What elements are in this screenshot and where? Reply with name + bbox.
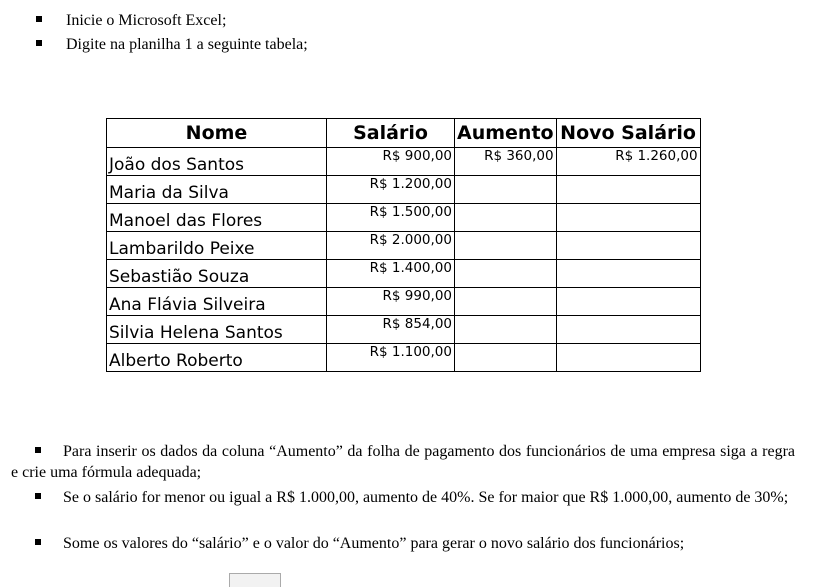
cell-novo-salario[interactable] [556, 288, 700, 316]
bullet-icon [35, 447, 41, 453]
instruction-1 [11, 441, 795, 483]
cell-aumento[interactable] [455, 288, 557, 316]
cell-aumento[interactable] [455, 232, 557, 260]
cell-novo-salario[interactable] [556, 316, 700, 344]
cell-aumento[interactable] [455, 316, 557, 344]
table-header-row [107, 119, 701, 148]
bullet-icon [35, 539, 41, 545]
cell-salario[interactable]: R$ 1.400,00 [327, 260, 455, 288]
table-row [107, 148, 701, 176]
cell-nome[interactable]: Maria da Silva [107, 176, 327, 204]
cell-novo-salario[interactable]: R$ 1.260,00 [556, 148, 700, 176]
header-aumento: Aumento [455, 119, 557, 148]
cell-aumento[interactable] [455, 344, 557, 372]
cell-salario[interactable]: R$ 2.000,00 [327, 232, 455, 260]
cell-salario[interactable]: R$ 990,00 [327, 288, 455, 316]
cell-salario[interactable]: R$ 1.100,00 [327, 344, 455, 372]
bullet-icon [35, 493, 41, 499]
header-nome: Nome [107, 119, 327, 148]
bullet-icon [36, 16, 42, 22]
cropped-image-fragment [229, 573, 281, 587]
instruction-text-2: Se o salário for menor ou igual a R$ 1.000,00, aumento de 40%. Se for maior que R$ 1.000,00, aumento de 30%; [63, 489, 789, 506]
instruction-3 [11, 533, 795, 554]
table-row [107, 204, 701, 232]
cell-salario[interactable]: R$ 1.500,00 [327, 204, 455, 232]
table-row [107, 316, 701, 344]
instruction-text-1: Para inserir os dados da coluna “Aumento” da folha de pagamento dos funcionários de uma empresa siga a regra e crie uma fórmula adequada; [11, 443, 795, 481]
intro-item-2 [36, 35, 308, 55]
cell-nome[interactable]: Manoel das Flores [107, 204, 327, 232]
cell-aumento[interactable] [455, 204, 557, 232]
cell-aumento[interactable] [455, 260, 557, 288]
cell-nome[interactable]: Silvia Helena Santos [107, 316, 327, 344]
cell-novo-salario[interactable] [556, 232, 700, 260]
table-row [107, 260, 701, 288]
salary-table [106, 118, 701, 372]
cell-nome[interactable]: João dos Santos [107, 148, 327, 176]
cell-salario[interactable]: R$ 854,00 [327, 316, 455, 344]
intro-text-1: Inicie o Microsoft Excel; [66, 12, 227, 29]
bullet-icon [36, 40, 42, 46]
table-row [107, 344, 701, 372]
table-row [107, 232, 701, 260]
cell-nome[interactable]: Lambarildo Peixe [107, 232, 327, 260]
cell-salario[interactable]: R$ 900,00 [327, 148, 455, 176]
table-row [107, 176, 701, 204]
cell-aumento[interactable] [455, 176, 557, 204]
cell-novo-salario[interactable] [556, 344, 700, 372]
cell-nome[interactable]: Alberto Roberto [107, 344, 327, 372]
header-novo-salario: Novo Salário [556, 119, 700, 148]
cell-novo-salario[interactable] [556, 204, 700, 232]
cell-novo-salario[interactable] [556, 176, 700, 204]
header-salario: Salário [327, 119, 455, 148]
cell-salario[interactable]: R$ 1.200,00 [327, 176, 455, 204]
cell-aumento[interactable]: R$ 360,00 [455, 148, 557, 176]
table-row [107, 288, 701, 316]
cell-nome[interactable]: Sebastião Souza [107, 260, 327, 288]
instruction-2 [11, 487, 795, 508]
intro-item-1 [36, 11, 226, 31]
cell-nome[interactable]: Ana Flávia Silveira [107, 288, 327, 316]
cell-novo-salario[interactable] [556, 260, 700, 288]
instruction-text-3: Some os valores do “salário” e o valor do “Aumento” para gerar o novo salário dos funcionários; [63, 535, 685, 552]
intro-text-2: Digite na planilha 1 a seguinte tabela; [66, 36, 308, 53]
